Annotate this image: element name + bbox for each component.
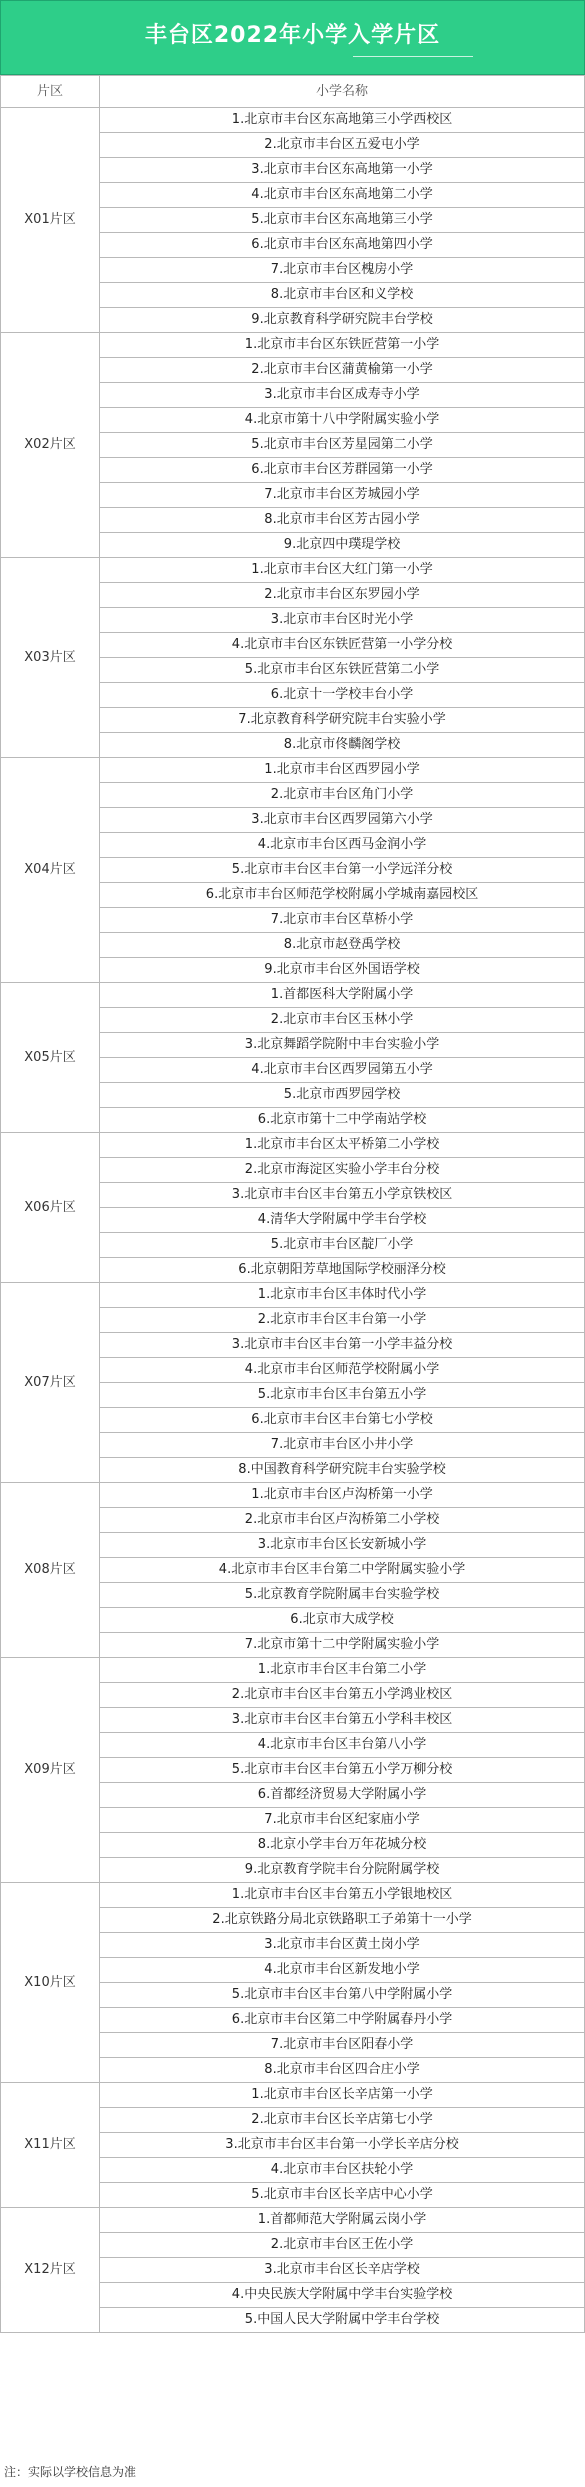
school-cell: 2.北京市丰台区东罗园小学: [100, 583, 585, 608]
school-cell: 5.北京市丰台区丰台第八中学附属小学: [100, 1983, 585, 2008]
school-cell: 2.北京铁路分局北京铁路职工子弟第十一小学: [100, 1908, 585, 1933]
school-cell: 3.北京市丰台区丰台第一小学丰益分校: [100, 1333, 585, 1358]
school-cell: 6.北京市丰台区东高地第四小学: [100, 233, 585, 258]
school-cell: 2.北京市丰台区长辛店第七小学: [100, 2108, 585, 2133]
school-cell: 3.北京市丰台区东高地第一小学: [100, 158, 585, 183]
school-cell: 3.北京市丰台区成寿寺小学: [100, 383, 585, 408]
school-cell: 6.北京朝阳芳草地国际学校丽泽分校: [100, 1258, 585, 1283]
school-cell: 1.北京市丰台区太平桥第二小学校: [100, 1133, 585, 1158]
school-cell: 5.北京市丰台区丰台第五小学万柳分校: [100, 1758, 585, 1783]
school-cell: 4.北京市丰台区东高地第二小学: [100, 183, 585, 208]
school-cell: 8.北京市丰台区和义学校: [100, 283, 585, 308]
school-cell: 4.中央民族大学附属中学丰台实验学校: [100, 2283, 585, 2308]
school-cell: 6.北京市丰台区第二中学附属春丹小学: [100, 2008, 585, 2033]
school-cell: 5.北京市丰台区东高地第三小学: [100, 208, 585, 233]
school-cell: 9.北京教育科学研究院丰台学校: [100, 308, 585, 333]
table-row: [1, 558, 585, 583]
table-row: [1, 1483, 585, 1508]
school-cell: 4.清华大学附属中学丰台学校: [100, 1208, 585, 1233]
school-cell: 2.北京市丰台区王佐小学: [100, 2233, 585, 2258]
school-cell: 3.北京市丰台区长安新城小学: [100, 1533, 585, 1558]
school-cell: 5.北京市丰台区丰台第五小学: [100, 1383, 585, 1408]
school-cell: 3.北京市丰台区丰台第五小学京铁校区: [100, 1183, 585, 1208]
school-cell: 6.北京市第十二中学南站学校: [100, 1108, 585, 1133]
school-cell: 3.北京市丰台区西罗园第六小学: [100, 808, 585, 833]
district-cell: X07片区: [1, 1283, 100, 1483]
district-cell: X08片区: [1, 1483, 100, 1658]
table-row: [1, 1133, 585, 1158]
school-cell: 5.北京市丰台区丰台第一小学远洋分校: [100, 858, 585, 883]
table-row: [1, 1658, 585, 1683]
school-district-table: [0, 75, 585, 2333]
school-cell: 1.北京市丰台区长辛店第一小学: [100, 2083, 585, 2108]
school-cell: 3.北京市丰台区丰台第一小学长辛店分校: [100, 2133, 585, 2158]
table-row: [1, 108, 585, 133]
school-cell: 1.首都医科大学附属小学: [100, 983, 585, 1008]
school-cell: 1.北京市丰台区东高地第三小学西校区: [100, 108, 585, 133]
table-row: [1, 983, 585, 1008]
school-cell: 4.北京市丰台区西马金润小学: [100, 833, 585, 858]
school-cell: 2.北京市丰台区丰台第一小学: [100, 1308, 585, 1333]
school-cell: 3.北京舞蹈学院附中丰台实验小学: [100, 1033, 585, 1058]
school-cell: 7.北京教育科学研究院丰台实验小学: [100, 708, 585, 733]
school-cell: 5.北京教育学院附属丰台实验学校: [100, 1583, 585, 1608]
school-cell: 1.北京市丰台区丰台第五小学银地校区: [100, 1883, 585, 1908]
table-row: [1, 333, 585, 358]
school-cell: 8.中国教育科学研究院丰台实验学校: [100, 1458, 585, 1483]
school-cell: 7.北京市丰台区草桥小学: [100, 908, 585, 933]
school-cell: 4.北京市丰台区新发地小学: [100, 1958, 585, 1983]
school-cell: 7.北京市丰台区小井小学: [100, 1433, 585, 1458]
table-row: [1, 1283, 585, 1308]
school-cell: 2.北京市丰台区丰台第五小学鸿业校区: [100, 1683, 585, 1708]
table-body: [1, 108, 585, 2333]
school-cell: 3.北京市丰台区黄土岗小学: [100, 1933, 585, 1958]
school-cell: 3.北京市丰台区时光小学: [100, 608, 585, 633]
school-cell: 3.北京市丰台区长辛店学校: [100, 2258, 585, 2283]
table-row: [1, 2083, 585, 2108]
school-cell: 4.北京市丰台区西罗园第五小学: [100, 1058, 585, 1083]
district-cell: X04片区: [1, 758, 100, 983]
school-cell: 2.北京市丰台区角门小学: [100, 783, 585, 808]
school-cell: 7.北京市丰台区阳春小学: [100, 2033, 585, 2058]
title-banner: [0, 0, 585, 75]
page-title: 丰台区2022年小学入学片区: [144, 23, 441, 48]
school-cell: 5.北京市丰台区长辛店中心小学: [100, 2183, 585, 2208]
school-cell: 3.北京市丰台区丰台第五小学科丰校区: [100, 1708, 585, 1733]
district-cell: X10片区: [1, 1883, 100, 2083]
school-cell: 1.北京市丰台区东铁匠营第一小学: [100, 333, 585, 358]
district-cell: X09片区: [1, 1658, 100, 1883]
school-cell: 2.北京市丰台区玉林小学: [100, 1008, 585, 1033]
school-cell: 8.北京市丰台区芳古园小学: [100, 508, 585, 533]
school-cell: 8.北京小学丰台万年花城分校: [100, 1833, 585, 1858]
district-cell: X06片区: [1, 1133, 100, 1283]
district-cell: X11片区: [1, 2083, 100, 2208]
title-underline-decoration: [353, 56, 473, 57]
school-cell: 5.北京市丰台区靛厂小学: [100, 1233, 585, 1258]
district-cell: X01片区: [1, 108, 100, 333]
school-cell: 2.北京市丰台区五爱屯小学: [100, 133, 585, 158]
school-cell: 4.北京市丰台区扶轮小学: [100, 2158, 585, 2183]
school-cell: 7.北京市丰台区槐房小学: [100, 258, 585, 283]
school-cell: 8.北京市佟麟阁学校: [100, 733, 585, 758]
header-district: 片区: [1, 76, 100, 108]
school-cell: 5.北京市丰台区东铁匠营第二小学: [100, 658, 585, 683]
school-cell: 6.首都经济贸易大学附属小学: [100, 1783, 585, 1808]
school-cell: 1.北京市丰台区丰体时代小学: [100, 1283, 585, 1308]
header-school: 小学名称: [100, 76, 585, 108]
school-cell: 9.北京四中璞瑅学校: [100, 533, 585, 558]
school-cell: 2.北京市丰台区蒲黄榆第一小学: [100, 358, 585, 383]
school-cell: 9.北京教育学院丰台分院附属学校: [100, 1858, 585, 1883]
school-cell: 2.北京市海淀区实验小学丰台分校: [100, 1158, 585, 1183]
school-cell: 6.北京市丰台区师范学校附属小学城南嘉园校区: [100, 883, 585, 908]
school-cell: 1.首都师范大学附属云岗小学: [100, 2208, 585, 2233]
school-cell: 4.北京市丰台区丰台第八小学: [100, 1733, 585, 1758]
district-cell: X02片区: [1, 333, 100, 558]
school-cell: 4.北京市丰台区丰台第二中学附属实验小学: [100, 1558, 585, 1583]
table-row: [1, 758, 585, 783]
school-cell: 1.北京市丰台区西罗园小学: [100, 758, 585, 783]
table-header-row: [1, 76, 585, 108]
table-row: [1, 1883, 585, 1908]
school-cell: 1.北京市丰台区大红门第一小学: [100, 558, 585, 583]
school-cell: 7.北京市第十二中学附属实验小学: [100, 1633, 585, 1658]
district-cell: X05片区: [1, 983, 100, 1133]
school-cell: 5.北京市西罗园学校: [100, 1083, 585, 1108]
table-row: [1, 2208, 585, 2233]
school-cell: 2.北京市丰台区卢沟桥第二小学校: [100, 1508, 585, 1533]
school-cell: 8.北京市丰台区四合庄小学: [100, 2058, 585, 2083]
school-cell: 5.北京市丰台区芳星园第二小学: [100, 433, 585, 458]
school-cell: 7.北京市丰台区纪家庙小学: [100, 1808, 585, 1833]
district-cell: X12片区: [1, 2208, 100, 2333]
school-cell: 6.北京十一学校丰台小学: [100, 683, 585, 708]
school-cell: 5.中国人民大学附属中学丰台学校: [100, 2308, 585, 2333]
school-cell: 4.北京市丰台区师范学校附属小学: [100, 1358, 585, 1383]
school-cell: 1.北京市丰台区丰台第二小学: [100, 1658, 585, 1683]
footer-note: 注：实际以学校信息为准: [4, 2465, 137, 2479]
district-cell: X03片区: [1, 558, 100, 758]
school-cell: 6.北京市丰台区芳群园第一小学: [100, 458, 585, 483]
school-cell: 1.北京市丰台区卢沟桥第一小学: [100, 1483, 585, 1508]
school-cell: 4.北京市丰台区东铁匠营第一小学分校: [100, 633, 585, 658]
school-cell: 4.北京市第十八中学附属实验小学: [100, 408, 585, 433]
school-cell: 6.北京市大成学校: [100, 1608, 585, 1633]
school-cell: 6.北京市丰台区丰台第七小学校: [100, 1408, 585, 1433]
school-cell: 9.北京市丰台区外国语学校: [100, 958, 585, 983]
school-cell: 8.北京市赵登禹学校: [100, 933, 585, 958]
school-cell: 7.北京市丰台区芳城园小学: [100, 483, 585, 508]
